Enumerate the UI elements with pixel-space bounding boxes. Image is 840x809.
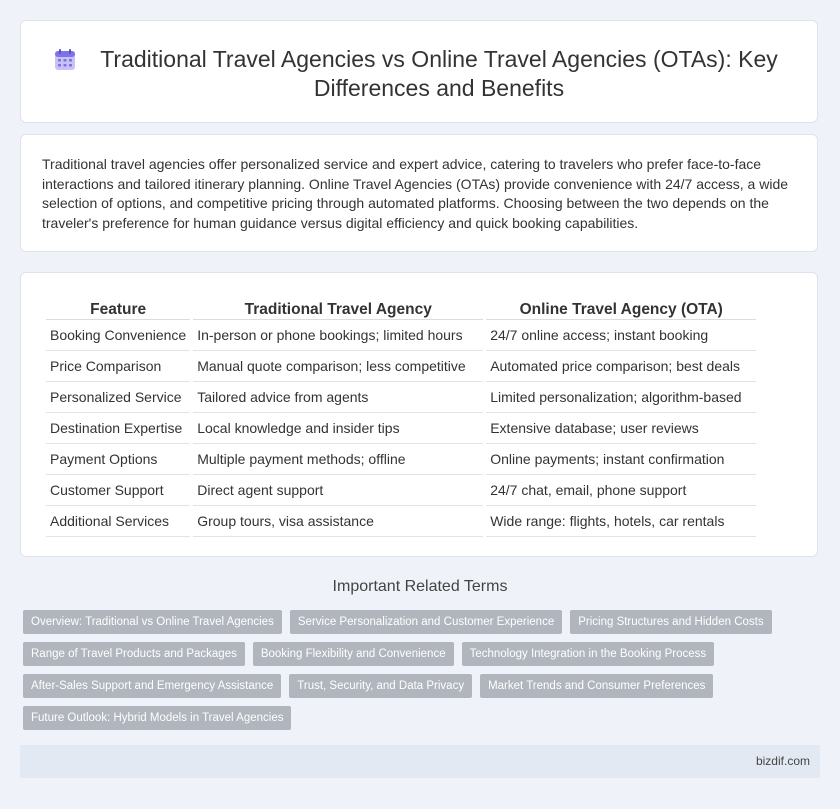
header-traditional: Traditional Travel Agency bbox=[193, 295, 483, 320]
table-row bbox=[46, 444, 756, 475]
table-row bbox=[46, 320, 756, 351]
footer-site-link[interactable]: bizdif.com bbox=[755, 754, 810, 768]
ota-cell: Wide range: flights, hotels, car rentals bbox=[486, 506, 756, 537]
traditional-cell: Direct agent support bbox=[193, 475, 483, 506]
related-term-tag[interactable]: Trust, Security, and Data Privacy bbox=[289, 674, 472, 698]
ota-cell: Automated price comparison; best deals bbox=[486, 351, 756, 382]
intro-paragraph: Traditional travel agencies offer personalized service and expert advice, catering to travelers who prefer face-to-face interactions and tailored itinerary planning. Online Travel Agencies (OTAs) provide convenience with 24/7 access, a wide selection of options, and competitive pricing through automated platforms. Choosing between the two depends on the traveler's preference for human guidance versus digital efficiency and quick booking capabilities. bbox=[42, 156, 789, 231]
related-terms-title: Important Related Terms bbox=[332, 578, 508, 595]
header-ota: Online Travel Agency (OTA) bbox=[486, 295, 756, 320]
related-term-tag[interactable]: Booking Flexibility and Convenience bbox=[253, 642, 454, 666]
table-row bbox=[46, 475, 756, 506]
traditional-cell: In-person or phone bookings; limited hours bbox=[193, 320, 483, 351]
feature-cell: Additional Services bbox=[46, 506, 190, 537]
comparison-table bbox=[43, 295, 759, 537]
related-term-tag[interactable]: Market Trends and Consumer Preferences bbox=[480, 674, 713, 698]
related-term-tag[interactable]: Overview: Traditional vs Online Travel Agencies bbox=[23, 610, 282, 634]
traditional-cell: Manual quote comparison; less competitive bbox=[193, 351, 483, 382]
traditional-cell: Group tours, visa assistance bbox=[193, 506, 483, 537]
related-term-tag[interactable]: Pricing Structures and Hidden Costs bbox=[570, 610, 771, 634]
feature-cell: Payment Options bbox=[46, 444, 190, 475]
traditional-cell: Local knowledge and insider tips bbox=[193, 413, 483, 444]
footer bbox=[20, 745, 820, 778]
ota-cell: Limited personalization; algorithm-based bbox=[486, 382, 756, 413]
table-row bbox=[46, 351, 756, 382]
ota-cell: Online payments; instant confirmation bbox=[486, 444, 756, 475]
related-term-tag[interactable]: Range of Travel Products and Packages bbox=[23, 642, 245, 666]
related-term-tag[interactable]: Service Personalization and Customer Experience bbox=[290, 610, 562, 634]
table-row bbox=[46, 506, 756, 537]
calendar-icon bbox=[54, 49, 76, 71]
related-term-tag[interactable]: Future Outlook: Hybrid Models in Travel Agencies bbox=[23, 706, 291, 730]
ota-cell: Extensive database; user reviews bbox=[486, 413, 756, 444]
page-title: Traditional Travel Agencies vs Online Travel Agencies (OTAs): Key Differences and Benefits bbox=[100, 46, 778, 101]
header-feature: Feature bbox=[46, 295, 190, 320]
related-terms-list bbox=[23, 610, 803, 730]
table-row bbox=[46, 382, 756, 413]
title-card bbox=[20, 20, 818, 123]
feature-cell: Price Comparison bbox=[46, 351, 190, 382]
feature-cell: Personalized Service bbox=[46, 382, 190, 413]
table-header-row bbox=[46, 295, 756, 320]
feature-cell: Booking Convenience bbox=[46, 320, 190, 351]
table-row bbox=[46, 413, 756, 444]
ota-cell: 24/7 chat, email, phone support bbox=[486, 475, 756, 506]
ota-cell: 24/7 online access; instant booking bbox=[486, 320, 756, 351]
comparison-card bbox=[20, 272, 818, 557]
feature-cell: Customer Support bbox=[46, 475, 190, 506]
intro-card bbox=[20, 134, 818, 252]
related-term-tag[interactable]: Technology Integration in the Booking Process bbox=[462, 642, 715, 666]
traditional-cell: Tailored advice from agents bbox=[193, 382, 483, 413]
feature-cell: Destination Expertise bbox=[46, 413, 190, 444]
traditional-cell: Multiple payment methods; offline bbox=[193, 444, 483, 475]
related-term-tag[interactable]: After-Sales Support and Emergency Assistance bbox=[23, 674, 281, 698]
